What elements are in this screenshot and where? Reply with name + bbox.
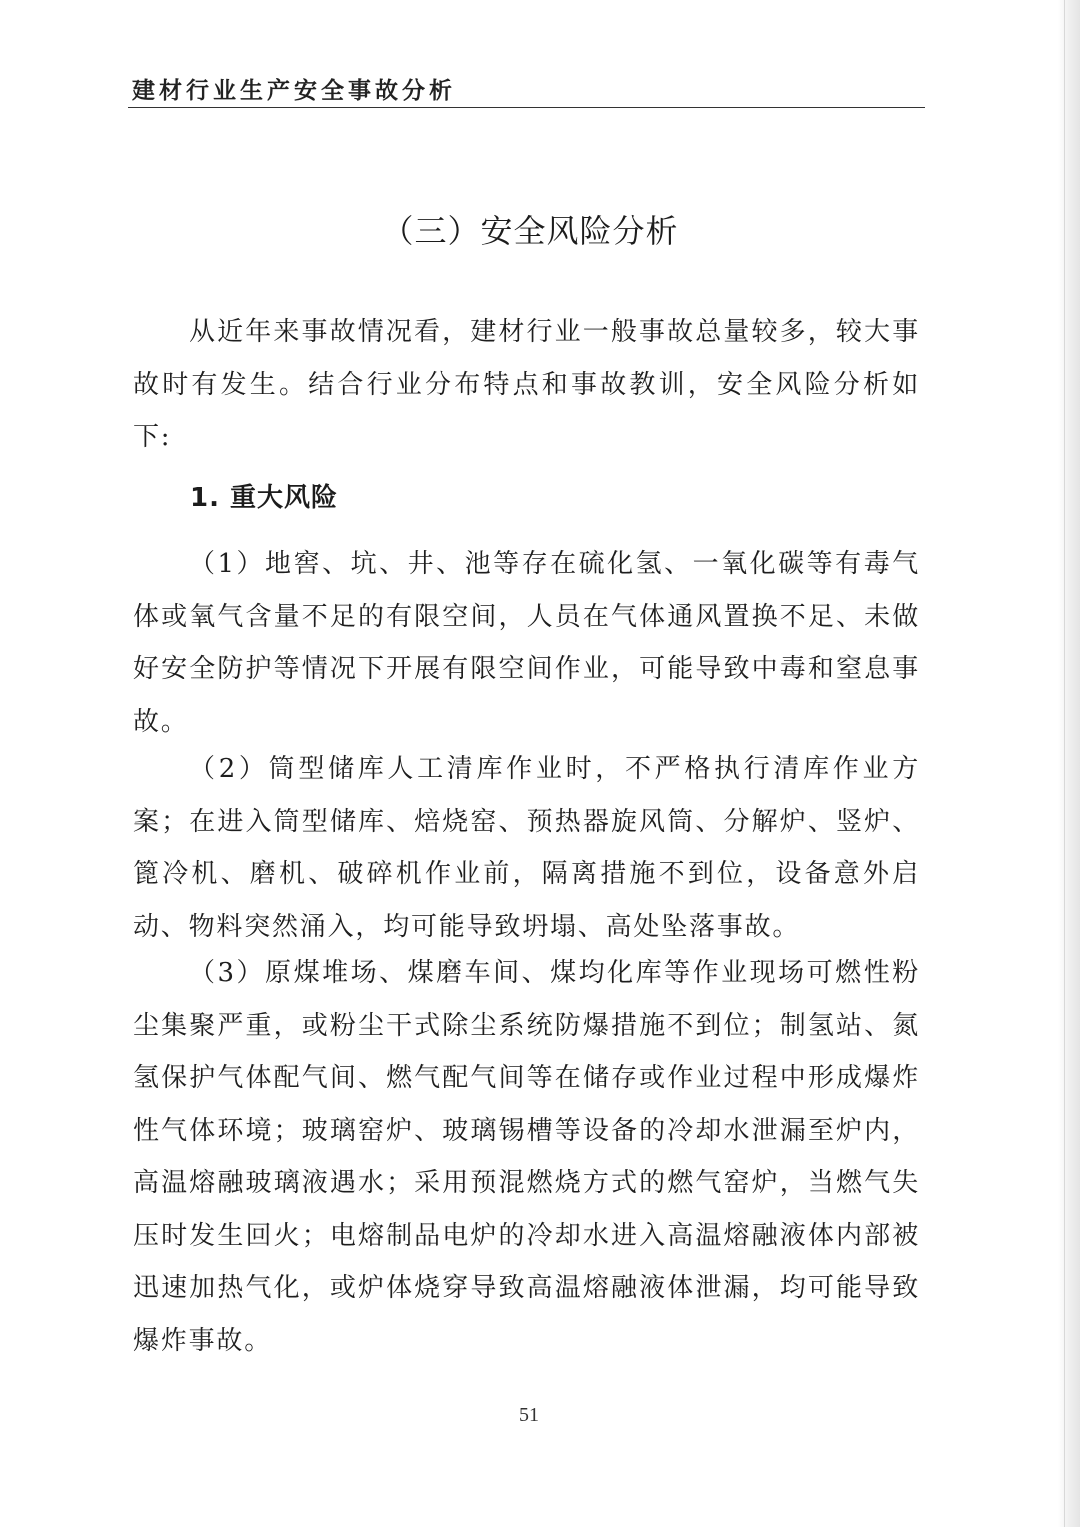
paragraph-2: （2）筒型储库人工清库作业时，不严格执行清库作业方案；在进入筒型储库、焙烧窑、预热器旋风筒、分解炉、竖炉、篦冷机、磨机、破碎机作业前，隔离措施不到位，设备意外启动、物料突然涌入，均可能导致坍塌、高处坠落事故。 <box>133 754 920 942</box>
header-rule <box>128 107 925 108</box>
paragraph-1: （1）地窖、坑、井、池等存在硫化氢、一氧化碳等有毒气体或氧气含量不足的有限空间，人员在气体通风置换不足、未做好安全防护等情况下开展有限空间作业，可能导致中毒和窒息事故。 <box>133 549 920 737</box>
paragraph-3: （3）原煤堆场、煤磨车间、煤均化库等作业现场可燃性粉尘集聚严重，或粉尘干式除尘系统防爆措施不到位；制氢站、氮氢保护气体配气间、燃气配气间等在储存或作业过程中形成爆炸性气体环境；玻璃窑炉、玻璃锡槽等设备的冷却水泄漏至炉内，高温熔融玻璃液遇水；采用预混燃烧方式的燃气窑炉，当燃气失压时发生回火；电熔制品电炉的冷却水进入高温熔融液体内部被迅速加热气化，或炉体烧穿导致高温熔融液体泄漏，均可能导致爆炸事故。 <box>133 958 920 1356</box>
intro-paragraph: 从近年来事故情况看，建材行业一般事故总量较多，较大事故时有发生。结合行业分布特点和事故教训，安全风险分析如下: <box>133 317 920 452</box>
running-header: 建材行业生产安全事故分析 <box>132 78 456 104</box>
page-edge-shadow <box>1058 0 1080 1527</box>
section-title: （三）安全风险分析 <box>381 212 679 250</box>
page-number: 51 <box>519 1404 539 1426</box>
subsection-title: 1. 重大风险 <box>190 483 339 513</box>
